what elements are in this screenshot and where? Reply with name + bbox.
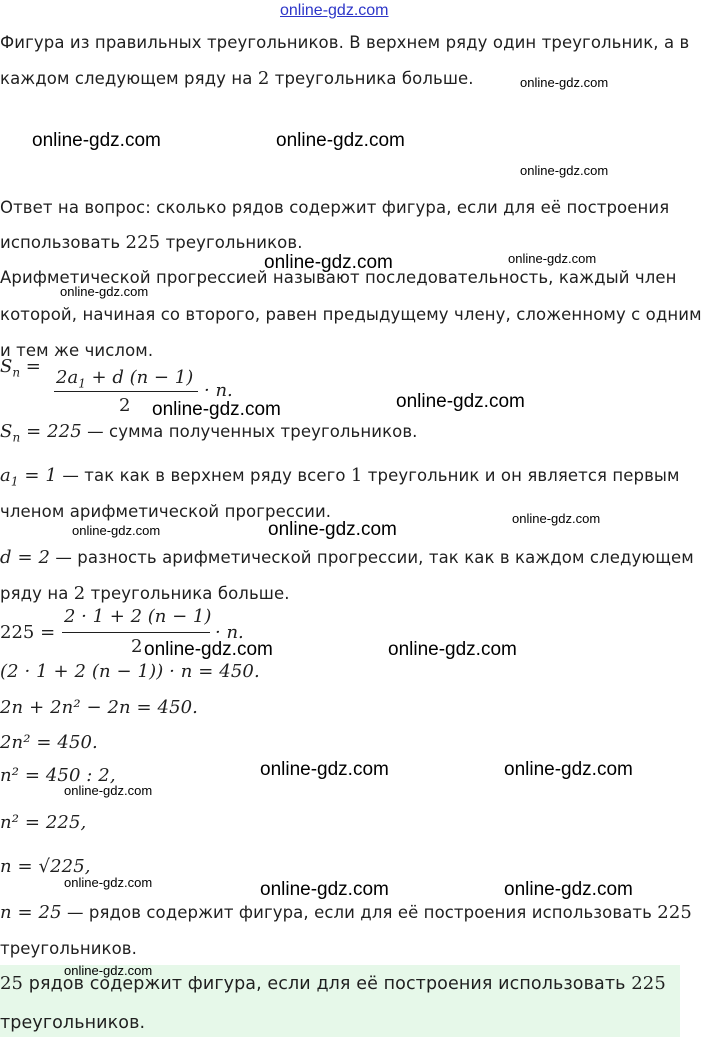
step-1: (2 · 1 + 2 (n − 1)) · n = 450.: [0, 661, 260, 682]
watermark-big: online-gdz.com: [152, 399, 281, 420]
question-text-end: треугольников.: [160, 233, 303, 252]
n-result-number: 225: [657, 902, 692, 923]
watermark-small: online-gdz.com: [64, 963, 153, 978]
d-line-1: [0, 547, 694, 568]
formula-225-numerator: 2 · 1 + 2 (n − 1): [64, 606, 212, 627]
watermark-big: online-gdz.com: [32, 130, 161, 151]
step-4: n² = 450 : 2,: [0, 765, 116, 786]
problem-line-1: Фигура из правильных треугольников. В верхнем ряду один треугольник, а в: [0, 33, 690, 52]
d-text-2: ряду на: [0, 584, 74, 603]
watermark-big: online-gdz.com: [144, 639, 273, 660]
d-number: 2: [73, 583, 86, 604]
n-result-math: n = 25: [0, 902, 62, 923]
watermark-small: online-gdz.com: [512, 511, 601, 526]
watermark-big: online-gdz.com: [260, 879, 389, 900]
a1-text-1: — так как в верхнем ряду всего: [56, 466, 351, 485]
watermark-big: online-gdz.com: [504, 759, 633, 780]
formula-225-lhs: 225 =: [0, 622, 56, 643]
watermark-big: online-gdz.com: [268, 519, 397, 540]
n-result-line-1: [0, 902, 692, 923]
problem-text-end: треугольника больше.: [269, 69, 474, 88]
d-text-1: — разность арифметической прогрессии, так как в каждом следующем: [50, 548, 694, 567]
formula-sn-numerator: $2a_1 + d$ (n − 1): [56, 367, 194, 391]
question-number: 225: [125, 232, 161, 253]
a1-line-1: $a_1 = 1$ — так как в верхнем ряду всего 1 треугольник и он является первым: [0, 465, 680, 489]
formula-sn-lhs: $S_n$ =: [0, 356, 41, 380]
watermark-big: online-gdz.com: [504, 879, 633, 900]
watermark-small: online-gdz.com: [508, 251, 597, 266]
step-3: 2n² = 450.: [0, 732, 98, 753]
watermark-big: online-gdz.com: [260, 759, 389, 780]
n-result-text: — рядов содержит фигура, если для её построения использовать: [61, 903, 658, 922]
watermark-big: online-gdz.com: [276, 130, 405, 151]
n-result-line-2: треугольников.: [0, 939, 137, 958]
formula-225-fraction-bar: [62, 632, 210, 633]
question-text: использовать: [0, 233, 126, 252]
formula-sn-tail: · n.: [204, 380, 233, 401]
top-watermark-link[interactable]: online-gdz.com: [280, 2, 389, 19]
formula-225-denominator: 2: [131, 636, 143, 657]
answer-number-2: 225: [631, 973, 666, 994]
problem-line-2: [0, 68, 474, 89]
problem-number: 2: [257, 68, 270, 89]
step-6: n = √225,: [0, 856, 91, 877]
watermark-small: online-gdz.com: [64, 783, 153, 798]
answer-text: рядов содержит фигура, если для её построения использовать: [23, 974, 632, 994]
watermark-small: online-gdz.com: [72, 523, 161, 538]
sn-value-text: — сумма полученных треугольников.: [81, 422, 418, 441]
watermark-small: online-gdz.com: [520, 163, 609, 178]
a1-line-2: членом арифметической прогрессии.: [0, 502, 332, 521]
answer-line-2: треугольников.: [0, 1013, 146, 1033]
definition-line-1: Арифметической прогрессией называют последовательность, каждый член: [0, 268, 677, 287]
watermark-small: online-gdz.com: [520, 75, 609, 90]
definition-line-2: которой, начиная со второго, равен предыдущему члену, сложенному с одним: [0, 305, 702, 324]
a1-number: 1: [350, 465, 363, 486]
formula-sn-fraction-bar: [54, 391, 198, 392]
watermark-big: online-gdz.com: [396, 391, 525, 412]
sn-value-line: $S_n = 225$ — сумма полученных треугольников.: [0, 421, 418, 445]
answer-number: 25: [0, 973, 24, 994]
d-math: d = 2: [0, 547, 50, 568]
d-line-2: [0, 583, 290, 604]
watermark-small: online-gdz.com: [60, 284, 149, 299]
watermark-big: online-gdz.com: [388, 639, 517, 660]
step-2: 2n + 2n² − 2n = 450.: [0, 697, 199, 718]
d-text-3: треугольника больше.: [85, 584, 290, 603]
question-line-2: [0, 232, 303, 253]
question-line-1: Ответ на вопрос: сколько рядов содержит фигура, если для её построения: [0, 198, 670, 217]
watermark-small: online-gdz.com: [64, 875, 153, 890]
problem-text: каждом следующем ряду на: [0, 69, 258, 88]
definition-line-3: и тем же числом.: [0, 341, 154, 360]
step-5: n² = 225,: [0, 812, 87, 833]
a1-text-2: треугольник и он является первым: [362, 466, 680, 485]
formula-sn-denominator: 2: [119, 395, 131, 416]
watermark-big: online-gdz.com: [264, 252, 393, 273]
formula-225-tail: · n.: [215, 622, 244, 643]
